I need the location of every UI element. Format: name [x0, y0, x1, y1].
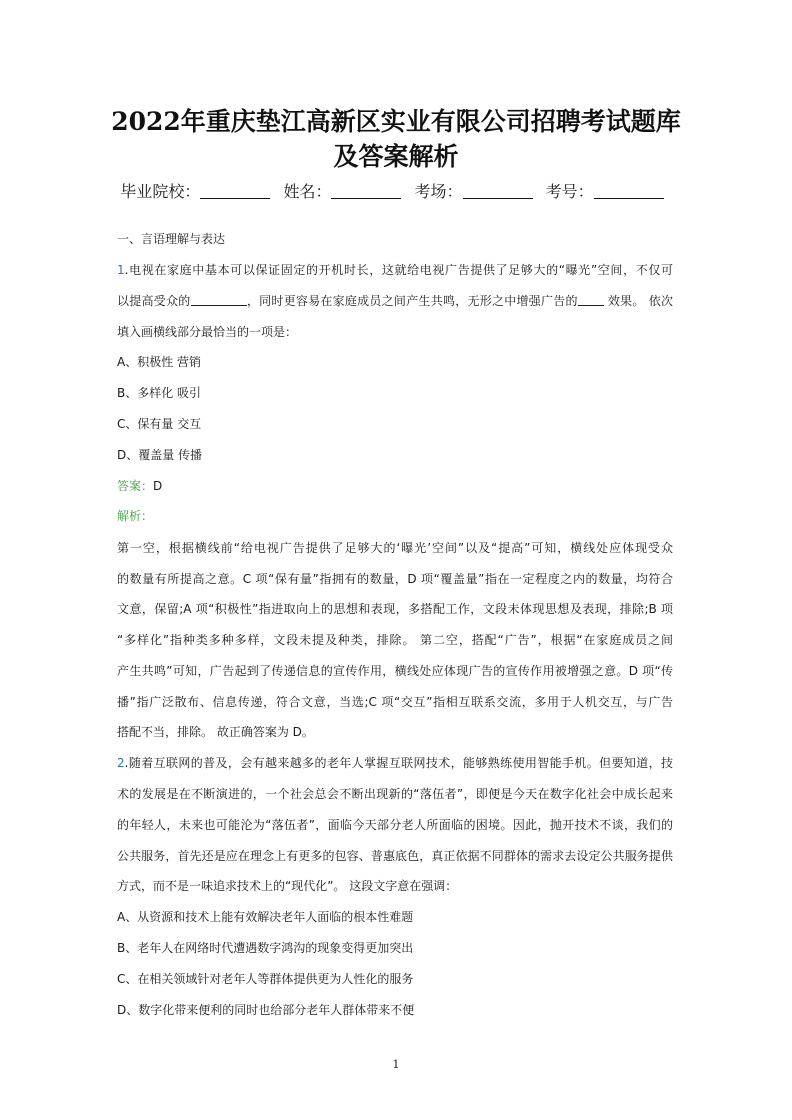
q2-number: 2	[117, 756, 125, 770]
candidate-info-row	[60, 180, 732, 204]
number-blank	[594, 182, 664, 199]
room-label: 考场：	[414, 182, 463, 201]
number-label: 考号：	[545, 182, 594, 201]
q2-option-d: D、数字化带来便利的同时也给部分老年人群体带来不便	[117, 1003, 415, 1017]
q1-text-line-3: 填入画横线部分最恰当的一项是：	[117, 325, 298, 339]
q1-analysis-line-4: “多样化”指种类多种多样，文段未提及种类，排除。 第二空，搭配“广告”，根据“在家庭成员之间	[117, 633, 673, 647]
q1-number: 1	[117, 263, 125, 277]
school-blank	[200, 182, 270, 199]
name-blank	[331, 182, 401, 199]
q1-option-c: C、保有量 交互	[117, 417, 202, 431]
q1-option-a: A、积极性 营销	[117, 355, 202, 369]
q1-analysis-line-5: 产生共鸣”可知，广告起到了传递信息的宣传作用，横线处应体现广告的宣传作用被增强之意。D 项“传	[117, 664, 673, 678]
q1-answer	[117, 476, 162, 496]
answer-label: 答案：	[117, 479, 154, 493]
q1-text-line-1: 1.电视在家庭中基本可以保证固定的开机时长，这就给电视广告提供了足够大的“曝光”空间，不仅可	[117, 263, 673, 277]
q2-text-line-5: 方式，而不是一味追求技术上的“现代化”。 这段文字意在强调：	[117, 879, 458, 893]
answer-value: D	[153, 479, 163, 493]
q2-text-line-1: 2.随着互联网的普及，会有越来越多的老年人掌握互联网技术，能够熟练使用智能手机。但要知道，技	[117, 756, 673, 770]
q1-analysis-line-3: 文意，保留;A 项“积极性”指进取向上的思想和表现，多搭配工作，文段未体现思想及表现，排除;B 项	[117, 602, 673, 616]
q1-analysis-label: 解析：	[117, 509, 154, 523]
document-title-line-1: 2022年重庆垫江高新区实业有限公司招聘考试题库	[111, 107, 681, 136]
q2-text-line-3: 的年轻人，未来也可能沦为“落伍者”，面临今天部分老人所面临的困境。因此，抛开技术不谈，我们的	[117, 818, 673, 832]
q1-option-b: B、多样化 吸引	[117, 386, 202, 400]
q2-option-b: B、老年人在网络时代遭遇数字鸿沟的现象变得更加突出	[117, 941, 414, 955]
q1-option-d: D、覆盖量 传播	[117, 448, 203, 462]
q2-text-line-2: 术的发展是在不断演进的，一个社会总会不断出现新的“落伍者”，即便是今天在数字化社会中成长起来	[117, 787, 673, 801]
q2-text-line-4: 公共服务，首先还是应在理念上有更多的包容、普惠底色，真正依据不同群体的需求去设定公共服务提供	[117, 849, 673, 863]
q2-option-a: A、从资源和技术上能有效解决老年人面临的根本性难题	[117, 910, 414, 924]
school-label: 毕业院校：	[120, 182, 201, 201]
q1-analysis-line-2: 的数量有所提高之意。C 项“保有量”指拥有的数量，D 项“覆盖量”指在一定程度之内的数量，均符合	[117, 572, 673, 586]
q1-blank-2	[578, 293, 604, 306]
q1-text-line-2: 以提高受众的 ，同时更容易在家庭成员之间产生共鸣，无形之中增强广告的 效果。 依次	[117, 294, 673, 308]
q1-analysis-line-1: 第一空，根据横线前“给电视广告提供了足够大的‘曝光’空间”以及“提高”可知，横线处应体现受众	[117, 541, 673, 555]
name-label: 姓名：	[283, 182, 332, 201]
section-heading: 一、言语理解与表达	[117, 232, 226, 246]
room-blank	[463, 182, 533, 199]
document-title-line-2: 及答案解析	[333, 142, 459, 171]
q1-analysis-line-6: 播”指广泛散布、信息传递，符合文意，当选;C 项“交互”指相互联系交流，多用于人机交互，与广告	[117, 695, 673, 709]
q1-blank-1	[191, 293, 247, 306]
page-number: 1	[392, 1058, 400, 1071]
q1-analysis-line-7: 搭配不当，排除。 故正确答案为 D。	[117, 725, 314, 739]
q2-option-c: C、在相关领域针对老年人等群体提供更为人性化的服务	[117, 972, 414, 986]
